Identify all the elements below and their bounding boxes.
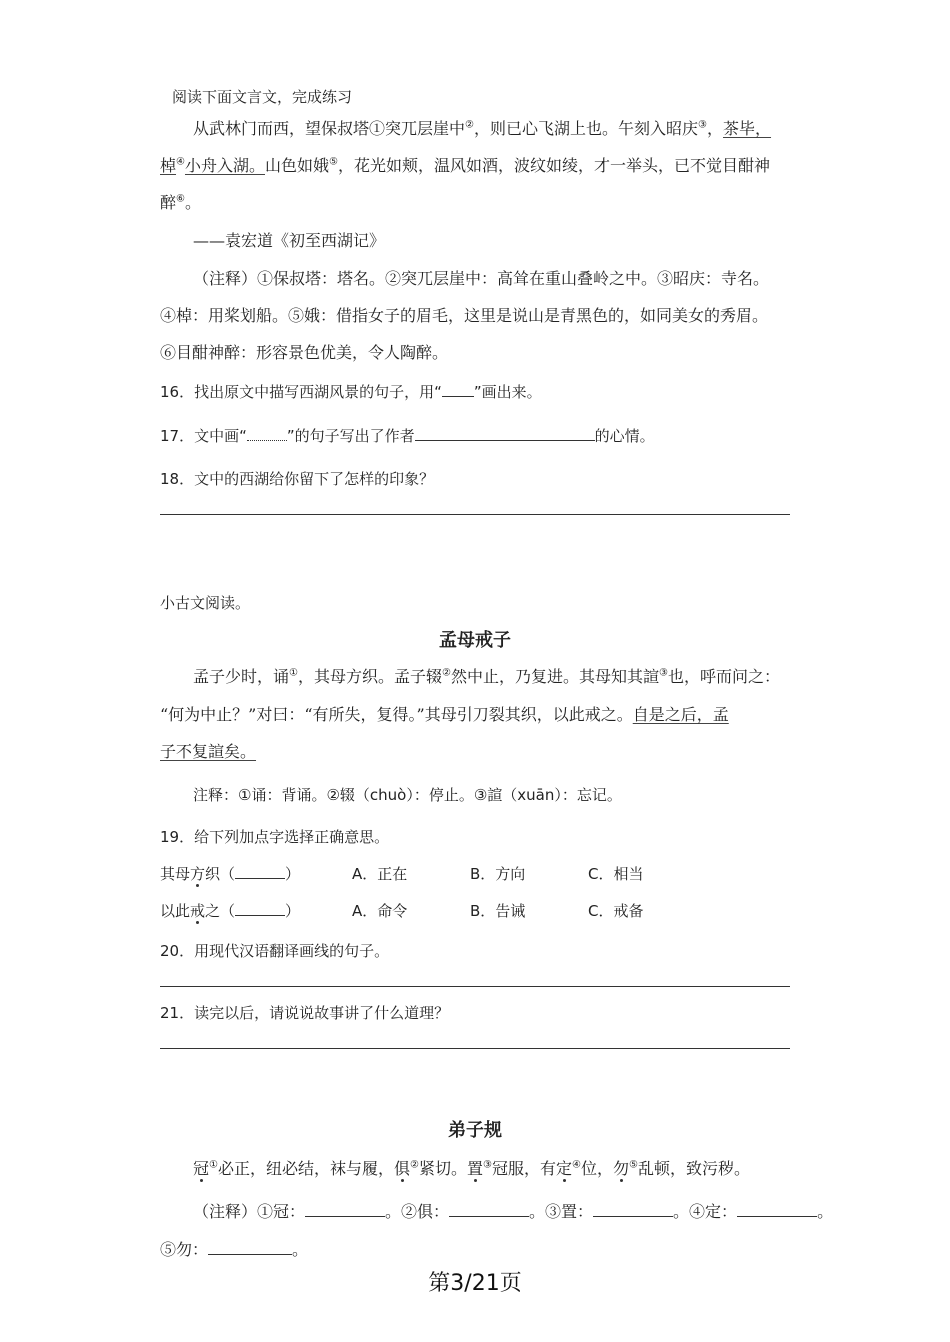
question-19-item-2 xyxy=(160,899,706,922)
answer-blank[interactable] xyxy=(415,424,595,441)
passage-title: 孟母戒子 xyxy=(439,630,511,651)
passage-line-3 xyxy=(160,741,256,763)
underlined-text: 子不复諠矣。 xyxy=(160,742,257,761)
passage-line-1 xyxy=(193,666,780,688)
text: ， xyxy=(707,119,724,138)
section2-heading: 小古文阅读。 xyxy=(160,594,251,612)
dotted-character: 勿 xyxy=(613,1159,630,1178)
note-marker: ① xyxy=(289,667,298,679)
dotted-character: 戒 xyxy=(190,902,206,920)
dotted-character: 方 xyxy=(190,865,206,883)
note-fill-line-2 xyxy=(160,1238,308,1261)
passage-line-3 xyxy=(160,192,201,214)
text: ⑤勿： xyxy=(160,1240,209,1259)
underlined-text: 小舟入湖。 xyxy=(184,156,265,175)
answer-blank[interactable] xyxy=(305,1200,385,1217)
question-16 xyxy=(160,380,542,403)
note-marker: ③ xyxy=(483,1159,492,1171)
text: ，花光如颊，温风如酒，波纹如绫，才一举头，已不觉目酣神 xyxy=(337,156,770,175)
note-marker: ④ xyxy=(176,156,185,168)
source-citation: ——袁宏道《初至西湖记》 xyxy=(193,231,386,250)
note-marker: ⑥ xyxy=(176,193,185,205)
question-20: 20．用现代汉语翻译画线的句子。 xyxy=(160,942,390,960)
answer-blank[interactable] xyxy=(737,1200,817,1217)
passage-title: 弟子规 xyxy=(448,1120,502,1141)
option-c[interactable]: C．戒备 xyxy=(588,902,644,920)
question-19-item-1 xyxy=(160,862,706,885)
text: 突兀层崖中 xyxy=(385,119,466,138)
text: ”画出来。 xyxy=(473,383,542,401)
underlined-text: 棹 xyxy=(160,156,177,175)
note-line-3: ⑥目酣神醉：形容景色优美，令人陶醉。 xyxy=(160,343,449,362)
note-marker: ② xyxy=(465,119,475,131)
note-marker: ② xyxy=(442,667,451,679)
text: 织（ xyxy=(205,865,236,883)
text: 。 xyxy=(184,193,201,212)
note-marker: ⑤ xyxy=(629,1159,638,1171)
text: 孟子少时，诵 xyxy=(193,667,290,686)
option-a[interactable]: A．正在 xyxy=(352,865,408,883)
text: ，其母方织。孟子辍 xyxy=(297,667,442,686)
text: 山色如娥 xyxy=(265,156,330,175)
answer-blank[interactable] xyxy=(593,1200,673,1217)
answer-blank[interactable] xyxy=(208,1238,292,1255)
section1-heading: 阅读下面文言文，完成练习 xyxy=(172,88,353,106)
note-marker: ⑤ xyxy=(329,156,338,168)
text: 冠服，有 xyxy=(491,1159,556,1178)
answer-blank[interactable] xyxy=(235,899,285,916)
question-21: 21．读完以后，请说说故事讲了什么道理？ xyxy=(160,1004,450,1022)
option-b[interactable]: B．告诫 xyxy=(470,902,526,920)
item-stem xyxy=(160,862,352,885)
text: ） xyxy=(285,902,301,920)
text: ） xyxy=(285,865,301,883)
note-marker: ③ xyxy=(698,119,707,131)
question-17 xyxy=(160,424,655,447)
text: 。②俱： xyxy=(385,1202,450,1221)
underline-sample xyxy=(442,380,474,397)
text: ”的句子写出了作者 xyxy=(286,427,415,445)
passage-note: 注释：①诵：背诵。②辍（chuò）：停止。③諠（xuān）：忘记。 xyxy=(193,786,622,804)
text: 17．文中画“ xyxy=(160,427,247,445)
text: 。④定： xyxy=(673,1202,738,1221)
dotted-character: 定 xyxy=(556,1159,573,1178)
text: 必正，纽必结，袜与履， xyxy=(217,1159,394,1178)
text: “何为中止？”对曰：“有所失，复得。”其母引刀裂其织，以此戒之。 xyxy=(160,705,633,724)
text: 以此 xyxy=(160,902,191,920)
passage-line-2 xyxy=(160,155,770,177)
answer-blank[interactable] xyxy=(235,862,285,879)
text: 乱顿，致污秽。 xyxy=(637,1159,750,1178)
text: （注释）①冠： xyxy=(193,1202,306,1221)
text: 。 xyxy=(292,1240,309,1259)
note-fill-line-1 xyxy=(193,1200,833,1223)
text: 的心情。 xyxy=(594,427,655,445)
passage-line-1 xyxy=(193,1158,750,1180)
text: ，则已心飞湖上也。午刻入昭庆 xyxy=(474,119,699,138)
text: 从武林门而西，望保叔塔 xyxy=(193,119,370,138)
text: 。③置： xyxy=(529,1202,594,1221)
note-marker: ③ xyxy=(658,667,668,679)
text: 之（ xyxy=(205,902,236,920)
page-number: 第3/21页 xyxy=(428,1271,522,1296)
item-stem xyxy=(160,899,352,922)
underlined-text: 茶毕， xyxy=(723,119,772,138)
underlined-text: 自是之后，孟 xyxy=(632,705,729,724)
text: 醉 xyxy=(160,193,177,212)
question-18: 18．文中的西湖给你留下了怎样的印象？ xyxy=(160,470,435,488)
note-marker: ② xyxy=(410,1159,419,1171)
dotted-character: 俱 xyxy=(394,1159,411,1178)
wavy-line-sample xyxy=(247,426,287,441)
question-19: 19．给下列加点字选择正确意思。 xyxy=(160,828,390,846)
text: 位， xyxy=(580,1159,613,1178)
note-line-2: ④棹：用桨划船。⑤娥：借指女子的眉毛，这里是说山是青黑色的，如同美女的秀眉。 xyxy=(160,306,769,325)
option-a[interactable]: A．命令 xyxy=(352,902,408,920)
passage-line-2 xyxy=(160,704,729,726)
text: 紧切。 xyxy=(418,1159,467,1178)
option-c[interactable]: C．相当 xyxy=(588,865,644,883)
answer-line[interactable] xyxy=(160,514,790,515)
note-marker: ① xyxy=(209,1159,218,1171)
note-line-1: （注释）①保叔塔：塔名。②突兀层崖中：高耸在重山叠岭之中。③昭庆：寺名。 xyxy=(193,269,770,288)
text: 然中止，乃复进。其母知其諠 xyxy=(450,667,659,686)
text: 也，呼而问之： xyxy=(667,667,780,686)
dotted-character: 冠 xyxy=(193,1159,210,1178)
answer-line[interactable] xyxy=(160,986,790,987)
note-marker: ① xyxy=(369,119,386,138)
note-marker: ④ xyxy=(572,1159,581,1171)
text: 16．找出原文中描写西湖风景的句子，用“ xyxy=(160,383,442,401)
dotted-character: 置 xyxy=(467,1159,484,1178)
answer-line[interactable] xyxy=(160,1048,790,1049)
answer-blank[interactable] xyxy=(449,1200,529,1217)
option-b[interactable]: B．方向 xyxy=(470,865,526,883)
text: 。 xyxy=(817,1202,834,1221)
text: 其母 xyxy=(160,865,191,883)
passage-line-1 xyxy=(193,118,771,140)
